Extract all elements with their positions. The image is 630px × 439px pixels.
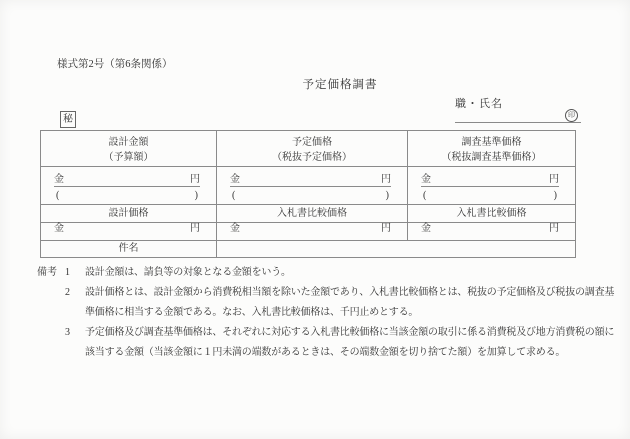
col-header-survey-base-price [408, 131, 576, 167]
subject-value-cell [217, 241, 576, 258]
amount-prefix: 金 [230, 223, 240, 234]
amount-field-bid-compare-1 [217, 223, 408, 241]
price-table [40, 130, 576, 258]
row-label-bid-compare-price-2: 入札書比較価格 [408, 205, 576, 223]
amount-suffix: 円 [190, 174, 200, 185]
table-header-row [41, 131, 576, 167]
paren-blank-line [56, 187, 198, 204]
note-item-3-continued [37, 343, 612, 363]
col-title: 設計金額 [108, 137, 149, 148]
subject-row [41, 241, 576, 258]
amount-field-design-price [41, 223, 217, 241]
amount-field-design [41, 167, 217, 205]
amount-suffix: 円 [549, 223, 559, 234]
note-text: 設計金額は、請負等の対象となる金額をいう。 [85, 267, 291, 278]
col-header-planned-price [217, 131, 408, 167]
row-label-design-price: 設計価格 [41, 205, 217, 223]
second-label-row [41, 205, 576, 223]
col-subtitle: （税抜予定価格） [272, 152, 352, 163]
amount-blank-line [54, 223, 200, 236]
col-subtitle: （税抜調査基準価格） [441, 152, 542, 163]
amount-suffix: 円 [381, 174, 391, 185]
amount-prefix: 金 [421, 223, 431, 234]
note-text: 準価格に相当する金額である。なお、入札書比較価格は、千円止めとする。 [85, 307, 419, 318]
note-text: 設計価格とは、設計金額から消費税相当額を除いた金額であり、入札書比較価格とは、税抜の予定価格及び税抜の調査基 [85, 287, 615, 298]
amount-row-1 [41, 167, 576, 205]
amount-prefix: 金 [421, 174, 431, 185]
amount-prefix: 金 [230, 174, 240, 185]
note-number: 1 [65, 267, 70, 278]
amount-blank-line [421, 167, 559, 187]
signature-line [455, 104, 581, 123]
note-item-3 [37, 323, 615, 343]
subject-label-cell: 件名 [41, 241, 217, 258]
note-text: 予定価格及び調査基準価格は、それぞれに対応する入札書比較価格に当該金額の取引に係る消費税及び地方消費税の額に [85, 327, 615, 338]
note-text: 該当する金額（当該金額に１円未満の端数があるときは、その端数金額を切り捨てた額）を加算して求める。 [85, 347, 566, 358]
amount-prefix: 金 [54, 223, 64, 234]
page-title: 予定価格調書 [302, 79, 378, 91]
amount-blank-line [54, 167, 200, 187]
seal-mark-icon: 印 [565, 109, 578, 122]
col-title: 調査基準価格 [461, 137, 522, 148]
note-item-2-continued [37, 303, 612, 323]
paren-blank-line [423, 187, 557, 204]
amount-suffix: 円 [549, 174, 559, 185]
note-number: 2 [65, 287, 70, 298]
amount-suffix: 円 [190, 223, 200, 234]
paren-open: ( [232, 189, 236, 201]
form-number: 様式第2号（第6条関係） [57, 59, 173, 70]
amount-field-planned [217, 167, 408, 205]
note-item-2 [37, 283, 615, 303]
note-item-1 [37, 263, 612, 283]
amount-field-survey [408, 167, 576, 205]
notes-label: 備考 [37, 267, 57, 278]
amount-blank-line [230, 223, 391, 236]
amount-prefix: 金 [54, 174, 64, 185]
amount-field-bid-compare-2 [408, 223, 576, 241]
note-number: 3 [65, 327, 70, 338]
position-name-label: 職・氏名 [455, 98, 503, 110]
paren-open: ( [423, 189, 427, 201]
paren-close: ) [194, 189, 198, 201]
paren-blank-line [232, 187, 389, 204]
paren-open: ( [56, 189, 60, 201]
amount-blank-line [421, 223, 559, 236]
col-title: 予定価格 [292, 137, 332, 148]
col-subtitle: （予算額） [103, 152, 154, 163]
amount-suffix: 円 [381, 223, 391, 234]
amount-row-2 [41, 223, 576, 241]
paren-close: ) [385, 189, 389, 201]
amount-blank-line [230, 167, 391, 187]
paren-close: ) [553, 189, 557, 201]
confidential-stamp: 秘 [60, 111, 76, 128]
col-header-design-amount [41, 131, 217, 167]
notes-section [37, 263, 615, 363]
row-label-bid-compare-price-1: 入札書比較価格 [217, 205, 408, 223]
